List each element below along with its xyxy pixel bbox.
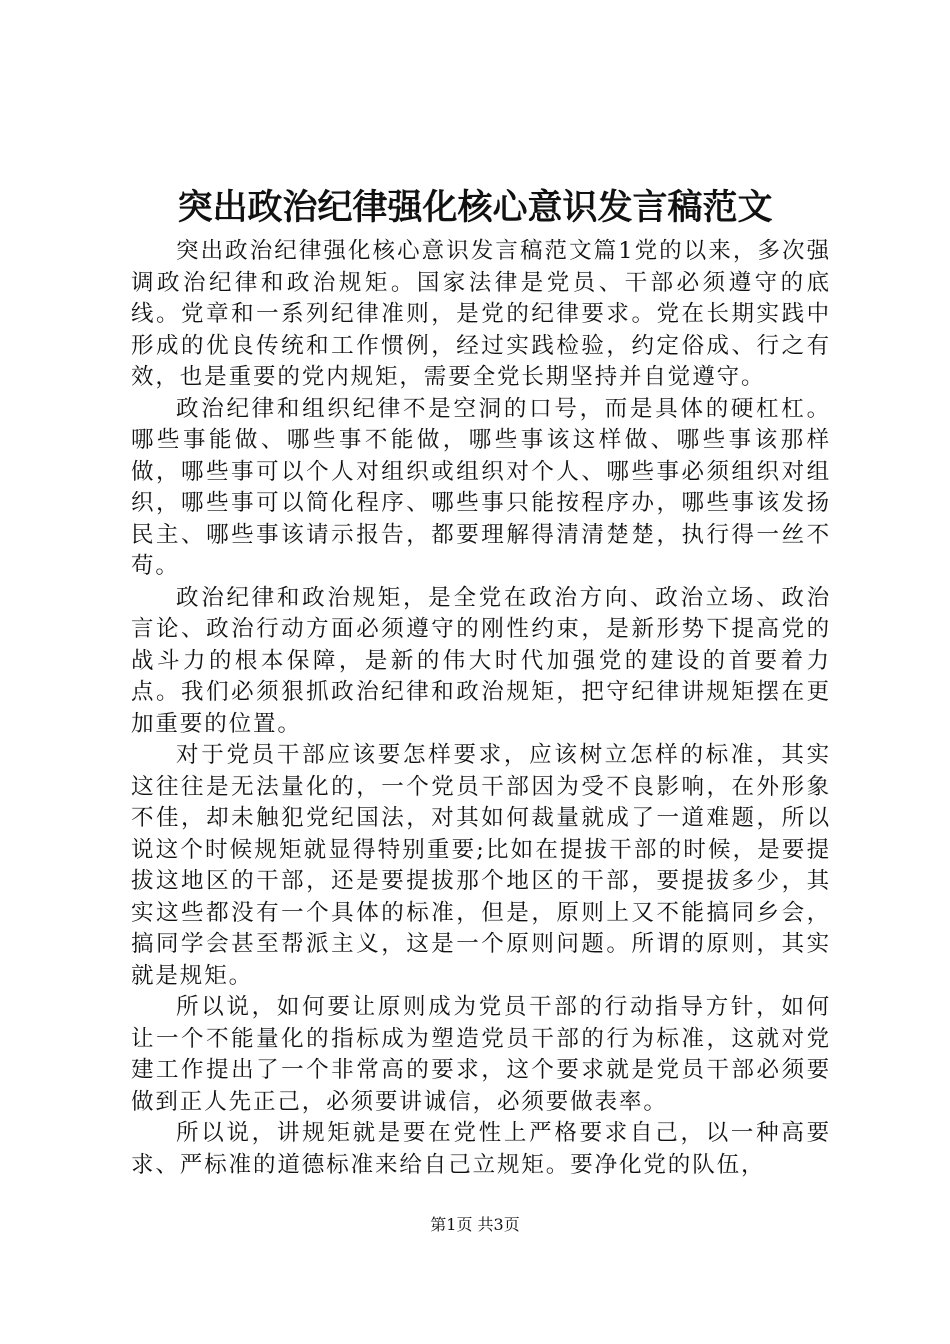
page-number-footer: 第1页 共3页 <box>430 1215 520 1234</box>
paragraph: 政治纪律和政治规矩，是全党在政治方向、政治立场、政治言论、政治行动方面必须遵守的刚性约束，是新形势下提高党的战斗力的根本保障，是新的伟大时代加强党的建设的首要着力点。我们必须狠抓政治纪律和政治规矩，把守纪律讲规矩摆在更加重要的位置。 <box>131 584 831 737</box>
paragraph: 政治纪律和组织纪律不是空洞的口号，而是具体的硬杠杠。哪些事能做、哪些事不能做，哪些事该这样做、哪些事该那样做，哪些事可以个人对组织或组织对个人、哪些事必须组织对组织，哪些事可以简化程序、哪些事只能按程序办，哪些事该发扬民主、哪些事该请示报告，都要理解得清清楚楚，执行得一丝不苟。 <box>131 395 831 579</box>
paragraph: 对于党员干部应该要怎样要求，应该树立怎样的标准，其实这往往是无法量化的，一个党员干部因为受不良影响，在外形象不佳，却未触犯党纪国法，对其如何裁量就成了一道难题，所以说这个时候规矩就显得特别重要;比如在提拔干部的时候，是要提拔这地区的干部，还是要提拔那个地区的干部，要提拔多少，其实这些都没有一个具体的标准，但是，原则上又不能搞同乡会，搞同学会甚至帮派主义，这是一个原则问题。所谓的原则，其实就是规矩。 <box>131 742 831 989</box>
paragraph: 突出政治纪律强化核心意识发言稿范文篇1党的以来，多次强调政治纪律和政治规矩。国家法律是党员、干部必须遵守的底线。党章和一系列纪律准则，是党的纪律要求。党在长期实践中形成的优良传统和工作惯例，经过实践检验，约定俗成、行之有效，也是重要的党内规矩，需要全党长期坚持并自觉遵守。 <box>131 238 831 390</box>
document-title: 突出政治纪律强化核心意识发言稿范文 <box>177 187 773 228</box>
paragraph: 所以说，讲规矩就是要在党性上严格要求自己，以一种高要求、严标准的道德标准来给自己立规矩。要净化党的队伍， <box>131 1120 831 1178</box>
document-body <box>131 236 831 1181</box>
paragraph: 所以说，如何要让原则成为党员干部的行动指导方针，如何让一个不能量化的指标成为塑造党员干部的行为标准，这就对党建工作提出了一个非常高的要求，这个要求就是党员干部必须要做到正人先正己，必须要讲诚信，必须要做表率。 <box>131 994 831 1115</box>
